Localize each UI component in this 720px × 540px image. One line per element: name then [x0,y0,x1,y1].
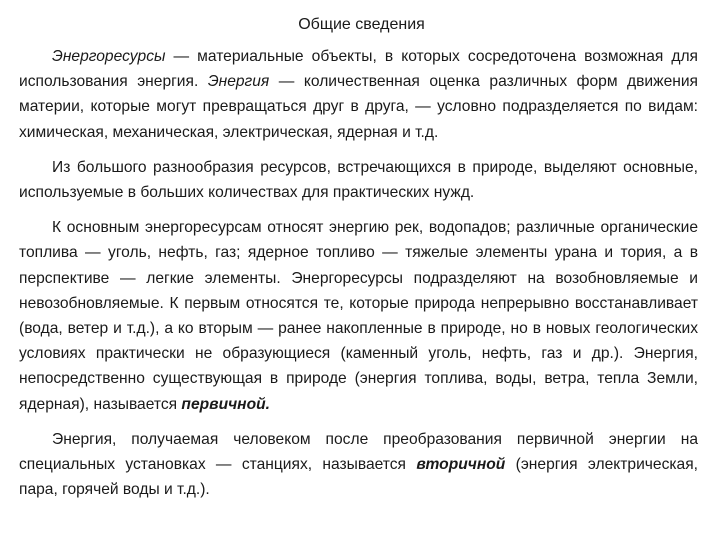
paragraph-text: — материальные объекты, в которых сосредоточена возможная для использования энергия. [19,48,698,91]
paragraph-definitions [19,44,698,145]
paragraph-main-resources [19,215,698,417]
paragraph-text: — количественная оценка различных форм движения материи, которые могут превращаться друг в друга, — условно подразделяется по видам: химическая, механическая, электрическая, ядерная и т.д. [19,73,699,141]
term-primary: первичной. [181,395,270,413]
term-energy-resources: Энергоресурсы [52,48,166,65]
term-energy: Энергия [207,73,270,91]
paragraph-text: К основным энергоресурсам относят энергию рек, водопадов; различные органические топлива — уголь, нефть, газ; ядерное топливо — тяжелые элементы урана и тория, а в перспективе — легкие элементы. Энергоресурсы подразделяют на возобновляемые и невозобновляемые. К первым относятся те, которые природа непрерывно восстанавливает (вода, ветер и т.д.), а ко вторым — ранее накопленные в природе, но в новых геологических условиях практически не образующиеся (каменный уголь, нефть, газ и др.). Энергия, непосредственно существующая в природе (энергия топлива, воды, ветра, тепла Земли, ядерная), называется [19,219,698,413]
paragraph-secondary [19,427,698,503]
paragraph-resources [19,155,698,205]
page-title: Общие сведения [298,16,425,33]
term-secondary: вторичной [416,456,506,474]
paragraph-text: Из большого разнообразия ресурсов, встречающихся в природе, выделяют основные, используемые в больших количествах для практических нужд. [19,158,698,202]
paragraph-text: Энергия, получаемая человеком после преобразования первичной энергии на специальных установках — станциях, называется [19,430,698,474]
paragraph-text: (энергия электрическая, пара, горячей воды и т.д.). [19,456,698,499]
